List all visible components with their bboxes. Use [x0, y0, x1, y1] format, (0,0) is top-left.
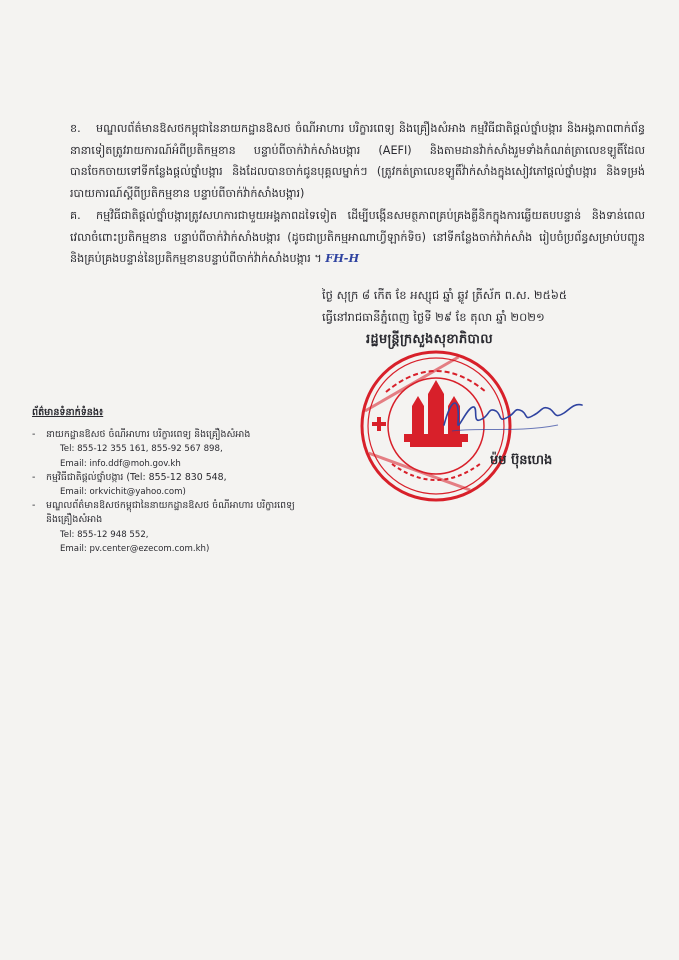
paragraph-ko [70, 205, 645, 270]
contact-name: នាយកដ្ឋានឱសថ ចំណីអាហារ បរិក្ខារពេទ្យ និងគ្រឿងសំអាង [46, 429, 251, 441]
contact-tel: Tel: 855-12 355 161, 855-92 567 898, [60, 444, 223, 455]
contact-email[interactable]: Email: pv.center@ezecom.com.kh) [60, 543, 210, 554]
paragraph-kha [70, 118, 645, 204]
paragraph-marker: ខ. [70, 122, 81, 135]
paragraph-marker: គ. [70, 209, 81, 222]
contact-item: - មណ្ឌលព័ត៌មានឱសថកម្ពុជានៃនាយកដ្ឋានឱសថ ចំណីអាហារ បរិក្ខារពេទ្យ និងគ្រឿងសំអាង Tel: 855-12 948 552, Email: pv.center@ezecom.com.kh) [32, 499, 352, 556]
contact-name-continued: និងគ្រឿងសំអាង [46, 514, 103, 526]
minister-signature [438, 385, 588, 445]
place-date: ធ្វើនៅរាជធានីភ្នំពេញ ថ្ងៃទី ២៩ ខែ តុលា ឆ្នាំ ២០២១ [322, 310, 545, 324]
paragraph-text: មណ្ឌលព័ត៌មានឱសថកម្ពុជានៃនាយកដ្ឋានឱសថ ចំណីអាហារ បរិក្ខារពេទ្យ និងគ្រឿងសំអាង កម្មវិធីជាតិផ្តល់ថ្នាំបង្ការ និងអង្គភាពពាក់ព័ន្ធនានាទៀតត្រូវរាយការណ៍អំពីប្រតិកម្មខាន បន្ទាប់ពីចាក់វ៉ាក់សាំងបង្ការ (AEFI) និងតាមដានវ៉ាក់សាំងរួមទាំងកំណត់ត្រាលេខឡូតិ៍ដែលបានចែកចាយទៅទីកន្លែងផ្តល់ថ្នាំបង្ការ និងដែលបានចាក់ជូនបុគ្គលម្នាក់ៗ (ត្រូវកត់ត្រាលេខឡូតិ៍វ៉ាក់សាំងក្នុងសៀវភៅផ្តល់ថ្នាំបង្ការ និងទម្រង់របាយការណ៍ស្តីពីប្រតិកម្មខាន បន្ទាប់ពីចាក់វ៉ាក់សាំងបង្ការ) [70, 122, 645, 200]
contact-name: មណ្ឌលព័ត៌មានឱសថកម្ពុជានៃនាយកដ្ឋានឱសថ ចំណីអាហារ បរិក្ខារពេទ្យ [46, 500, 295, 512]
contact-email[interactable]: Email: info.ddf@moh.gov.kh [60, 458, 181, 469]
contact-item: - កម្មវិធីជាតិផ្តល់ថ្នាំបង្ការ (Tel: 855-12 830 548, Email: orkvichit@yahoo.com) [32, 471, 352, 499]
handwritten-initials: FH-H [325, 251, 360, 265]
signer-name: ម៉ម ប៊ុនហេង [490, 453, 553, 468]
contact-heading: ព័ត៌មានទំនាក់ទំនង៖ [32, 407, 104, 418]
contact-item: - នាយកដ្ឋានឱសថ ចំណីអាហារ បរិក្ខារពេទ្យ និងគ្រឿងសំអាង Tel: 855-12 355 161, 855-92 567 898, Email: info.ddf@moh.gov.kh [32, 428, 352, 471]
lunar-date: ថ្ងៃ សុក្រ ៨ កើត ខែ អស្សុជ ឆ្នាំ ឆ្លូវ ត្រីស័ក ព.ស. ២៥៦៥ [322, 288, 568, 302]
contact-info [32, 406, 352, 556]
contact-email[interactable]: Email: orkvichit@yahoo.com) [60, 487, 186, 498]
paragraph-text: កម្មវិធីជាតិផ្តល់ថ្នាំបង្ការត្រូវសហការជាមួយអង្គភាពដទៃទៀត ដើម្បីបង្កើនសមត្ថភាពគ្រប់គ្រងគ្លីនិកក្នុងការឆ្លើយតបបន្ទាន់ និងទាន់ពេលវេលាចំពោះប្រតិកម្មខាន បន្ទាប់ពីចាក់វ៉ាក់សាំងបង្ការ (ដូចជាប្រតិកម្មអាណាហ្វីឡាក់ទិច) នៅទីកន្លែងចាក់វ៉ាក់សាំង រៀបចំប្រព័ន្ធសម្រាប់បញ្ជូន និងគ្រប់គ្រងបន្ទាន់នៃប្រតិកម្មខានបន្ទាប់ពីចាក់វ៉ាក់សាំងបង្ការ ។ [70, 209, 645, 265]
minister-title: រដ្ឋមន្ត្រីក្រសួងសុខាភិបាល [366, 332, 493, 347]
contact-tel: Tel: 855-12 948 552, [60, 529, 149, 540]
contact-name: កម្មវិធីជាតិផ្តល់ថ្នាំបង្ការ (Tel: 855-12 830 548, [46, 471, 227, 483]
